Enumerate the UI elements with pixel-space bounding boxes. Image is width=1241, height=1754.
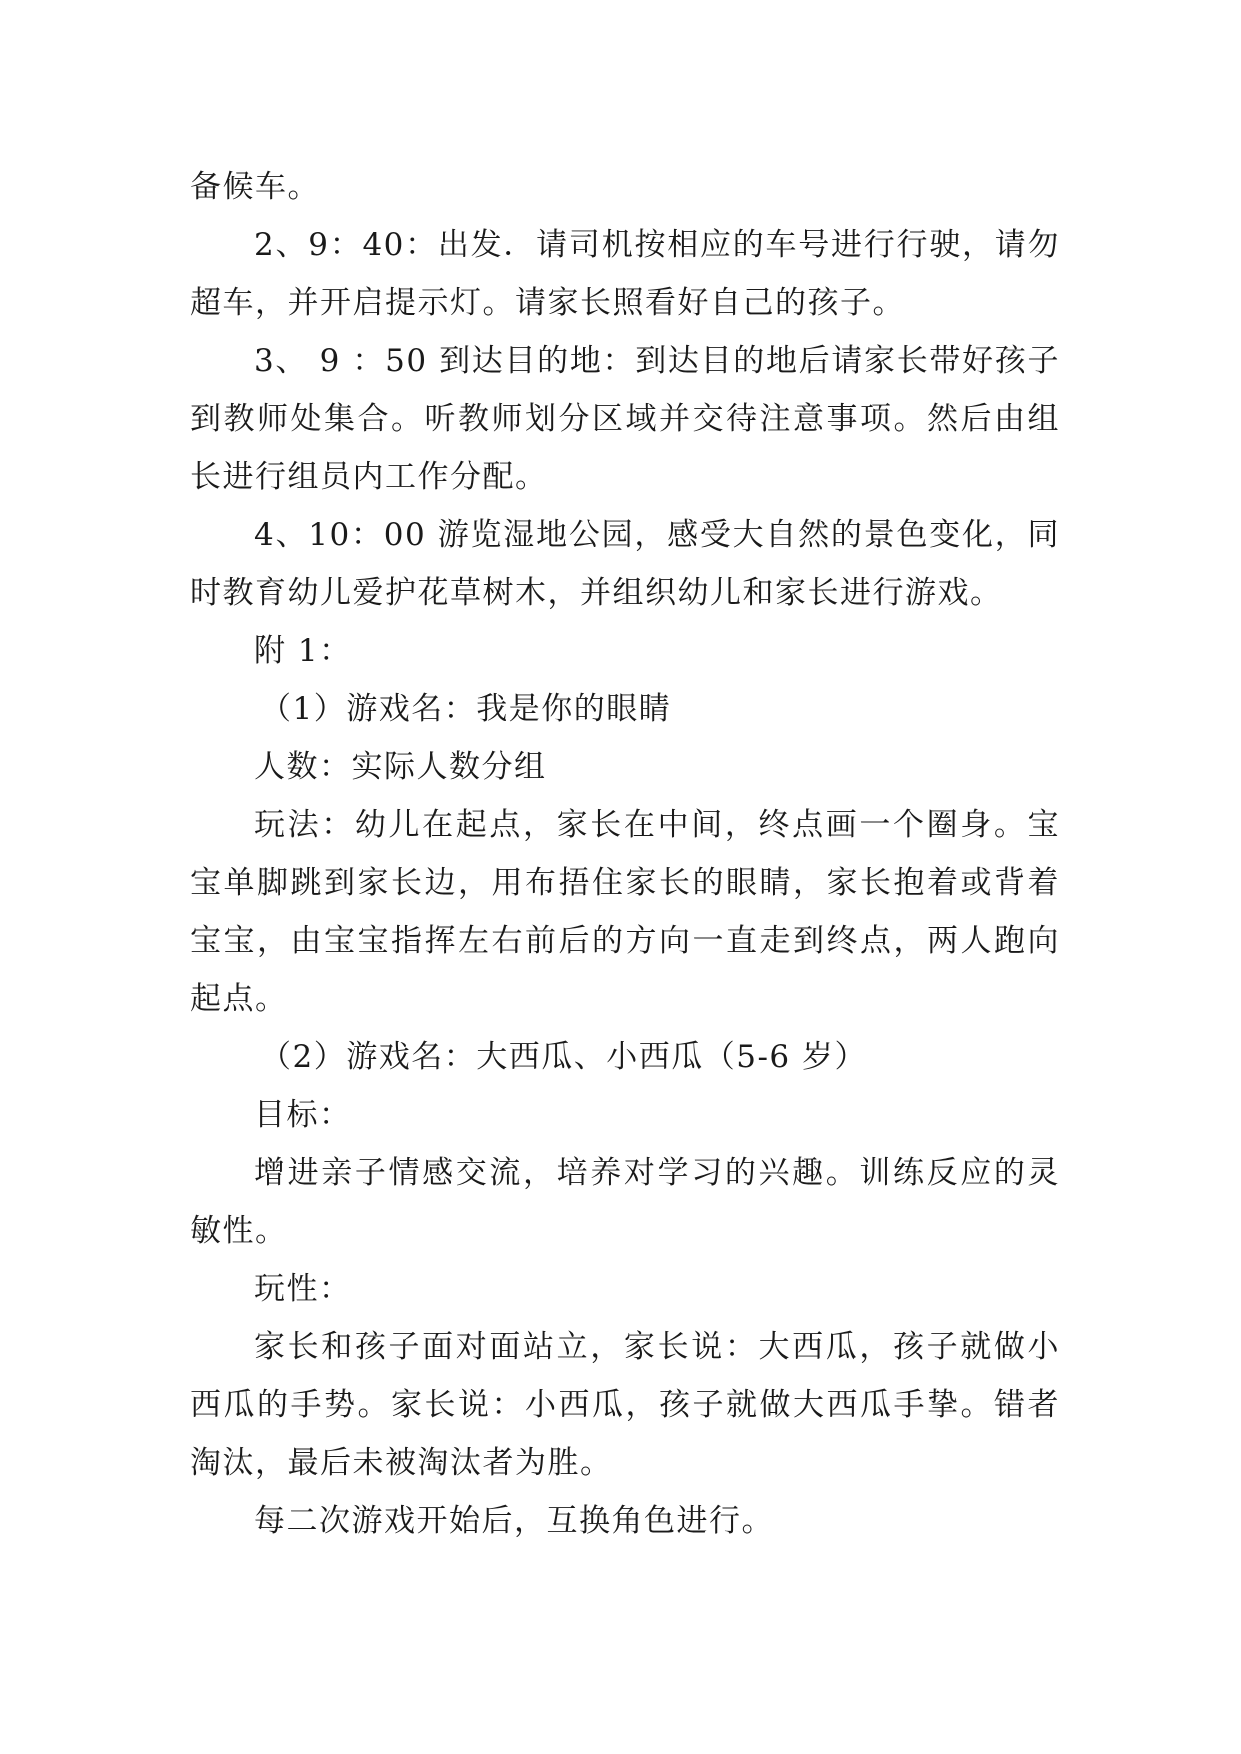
game-1-title: （1）游戏名：我是你的眼睛 — [260, 691, 672, 727]
game-2-note: 每二次游戏开始后，互换角色进行。 — [254, 1503, 774, 1539]
game-1-players: 人数：实际人数分组 — [254, 749, 547, 785]
paragraph-step-4: 4、10：00 游览湿地公园，感受大自然的景色变化，同时教育幼儿爱护花草树木，并组织幼儿和家长进行游戏。 — [190, 517, 1060, 611]
paragraph-step-3: 3、 9 ：50 到达目的地：到达目的地后请家长带好孩子到教师处集合。听教师划分区域并交待注意事项。然后由组长进行组员内工作分配。 — [190, 343, 1060, 495]
game-1-rules: 玩法：幼儿在起点，家长在中间，终点画一个圈身。宝宝单脚跳到家长边，用布捂住家长的眼睛，家长抱着或背着宝宝，由宝宝指挥左右前后的方向一直走到终点，两人跑向起点。 — [190, 807, 1060, 1017]
document-body — [190, 158, 1060, 1550]
paragraph-step-2: 2、9：40：出发．请司机按相应的车号进行行驶，请勿超车，并开启提示灯。请家长照看好自己的孩子。 — [190, 227, 1060, 321]
game-2-goal-label: 目标： — [254, 1097, 352, 1133]
game-2-play-label: 玩性： — [254, 1271, 352, 1307]
game-2-goal: 增进亲子情感交流，培养对学习的兴趣。训练反应的灵敏性。 — [190, 1155, 1060, 1249]
paragraph-continuation: 备候车。 — [190, 169, 320, 205]
game-2-title: （2）游戏名：大西瓜、小西瓜（5-6 岁） — [260, 1039, 867, 1075]
appendix-heading: 附 1： — [254, 633, 352, 669]
game-2-rules: 家长和孩子面对面站立，家长说：大西瓜，孩子就做小西瓜的手势。家长说：小西瓜，孩子就做大西瓜手挚。错者淘汰，最后未被淘汰者为胜。 — [190, 1329, 1060, 1481]
